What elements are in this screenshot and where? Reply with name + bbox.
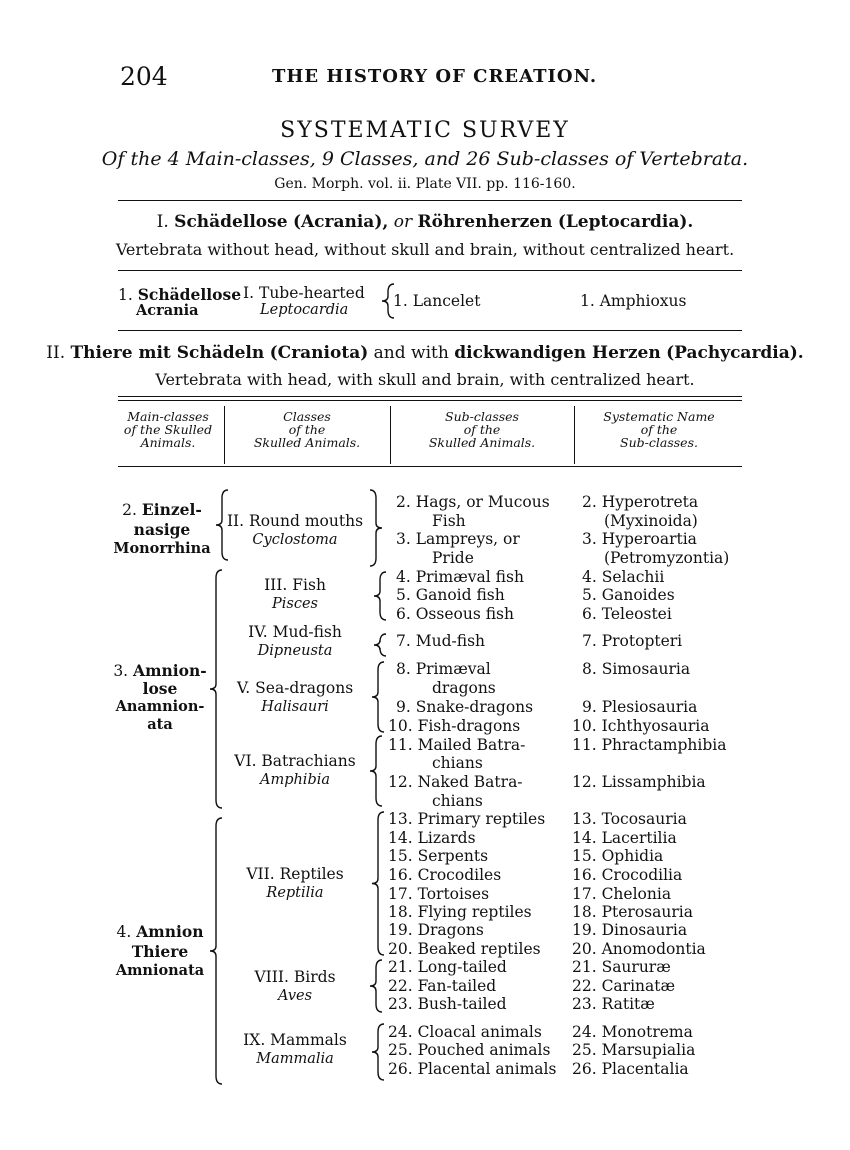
systematic-name: 9. Plesiosauria <box>582 698 698 716</box>
systematic-name: 10. Ichthyosauria <box>572 717 710 735</box>
leptocardia-latin: Leptocardia <box>260 302 349 318</box>
subclass-name: 11. Mailed Batra- <box>388 736 526 754</box>
subclass-name-cont: Fish <box>432 512 466 530</box>
systematic-name: 7. Protopteri <box>582 632 683 650</box>
subclass-name: 5. Ganoid fish <box>396 586 505 604</box>
class-amphibia: VI. Batrachians Amphibia <box>234 752 356 788</box>
brace-monorrhina <box>216 490 228 560</box>
subclass-name: 23. Bush-tailed <box>388 995 507 1013</box>
subclass-name-cont: chians <box>432 754 483 772</box>
amphioxus-name: 1. Amphioxus <box>580 292 687 310</box>
section1-heading: I. Schädellose (Acrania), or Röhrenherzen (Leptocardia). <box>156 212 694 232</box>
systematic-name: 13. Tocosauria <box>572 810 687 828</box>
section1-description: Vertebrata without head, without skull and brain, without centralized heart. <box>115 240 735 259</box>
subclass-name: 2. Hags, or Mucous <box>396 493 550 511</box>
systematic-name-cont: (Petromyzontia) <box>604 549 730 567</box>
class-pisces: III. Fish Pisces <box>264 576 326 612</box>
subclass-name: 21. Long-tailed <box>388 958 507 976</box>
systematic-name: 15. Ophidia <box>572 847 664 865</box>
systematic-name-cont: (Myxinoida) <box>604 512 698 530</box>
subclass-name: 14. Lizards <box>388 829 476 847</box>
brace-mammalia <box>372 1024 384 1080</box>
systematic-name: 25. Marsupialia <box>572 1041 696 1059</box>
main-class-monorrhina: 2. Einzel- nasige Monorrhina <box>113 500 211 557</box>
systematic-name: 20. Anomodontia <box>572 940 706 958</box>
systematic-name: 8. Simosauria <box>582 660 691 678</box>
subclass-name: 7. Mud-fish <box>396 632 486 650</box>
brace-leptocardia <box>382 284 394 318</box>
subclass-name-cont: chians <box>432 792 483 810</box>
subclass-name: 3. Lampreys, or <box>396 530 520 548</box>
subclass-name: 13. Primary reptiles <box>388 810 546 828</box>
subclass-name-cont: Pride <box>432 549 474 567</box>
subclass-name: 12. Naked Batra- <box>388 773 523 791</box>
class-dipneusta: IV. Mud-fish Dipneusta <box>248 623 342 659</box>
class-reptilia: VII. Reptiles Reptilia <box>246 865 344 901</box>
systematic-name: 17. Chelonia <box>572 885 672 903</box>
colhead-subclasses: Sub-classes of the Skulled Animals. <box>428 409 536 450</box>
colhead-main-classes: Main-classes of the Skulled Animals. <box>123 409 213 450</box>
brace-dipneusta <box>374 634 386 656</box>
page-subtitle: Of the 4 Main-classes, 9 Classes, and 26 Sub-classes of Vertebrata. <box>101 148 749 170</box>
acrania-main: 1. Schädellose <box>118 285 242 304</box>
systematic-name: 23. Ratitæ <box>572 995 655 1013</box>
section2-heading: II. Thiere mit Schädeln (Craniota) and with dickwandigen Herzen (Pachycardia). <box>46 343 804 363</box>
brace-halisauri <box>372 662 384 732</box>
main-class-amnionata: 4. Amnion Thiere Amnionata <box>115 922 205 979</box>
systematic-name: 21. Saururæ <box>572 958 671 976</box>
subclass-name: 19. Dragons <box>388 921 484 939</box>
subclass-name: 16. Crocodiles <box>388 866 502 884</box>
systematic-name: 18. Pterosauria <box>572 903 693 921</box>
systematic-name: 2. Hyperotreta <box>582 493 699 511</box>
systematic-name: 14. Lacertilia <box>572 829 677 847</box>
colhead-classes: Classes of the Skulled Animals. <box>253 409 361 450</box>
brace-aves <box>370 960 382 1012</box>
subclass-name: 15. Serpents <box>388 847 489 865</box>
systematic-name: 3. Hyperoartia <box>582 530 697 548</box>
page-number: 204 <box>120 62 168 91</box>
colhead-systematic: Systematic Name of the Sub-classes. <box>603 409 715 450</box>
main-class-anamnionata: 3. Amnion- lose Anamnion- ata <box>113 661 207 733</box>
brace-pisces <box>374 572 386 620</box>
subclass-name: 9. Snake-dragons <box>396 698 534 716</box>
class-halisauri: V. Sea-dragons Halisauri <box>236 679 354 715</box>
subclass-name: 22. Fan-tailed <box>388 977 497 995</box>
lancelet-subclass: 1. Lancelet <box>393 292 481 310</box>
systematic-name: 16. Crocodilia <box>572 866 683 884</box>
subclass-name: 8. Primæval <box>396 660 491 678</box>
section2-description: Vertebrata with head, with skull and brain, with centralized heart. <box>155 370 695 389</box>
class-aves: VIII. Birds Aves <box>254 968 336 1004</box>
subclass-name: 25. Pouched animals <box>388 1041 551 1059</box>
systematic-name: 12. Lissamphibia <box>572 773 706 791</box>
running-title: THE HISTORY OF CREATION. <box>272 66 598 87</box>
systematic-name: 26. Placentalia <box>572 1060 689 1078</box>
subclass-name: 20. Beaked reptiles <box>388 940 541 958</box>
leptocardia-class: I. Tube-hearted <box>243 284 365 302</box>
subclass-name: 6. Osseous fish <box>396 605 514 623</box>
reference-line: Gen. Morph. vol. ii. Plate VII. pp. 116-160. <box>274 176 576 192</box>
systematic-name: 19. Dinosauria <box>572 921 688 939</box>
page-title: SYSTEMATIC SURVEY <box>280 118 570 143</box>
systematic-name: 22. Carinatæ <box>572 977 676 995</box>
systematic-name: 5. Ganoides <box>582 586 675 604</box>
brace-amnionata <box>210 818 222 1084</box>
subclass-name-cont: dragons <box>432 679 496 697</box>
systematic-name: 4. Selachii <box>582 568 665 586</box>
subclass-name: 18. Flying reptiles <box>388 903 532 921</box>
acrania-latin: Acrania <box>136 302 199 319</box>
systematic-name: 24. Monotrema <box>572 1023 693 1041</box>
subclass-name: 24. Cloacal animals <box>388 1023 542 1041</box>
subclass-name: 17. Tortoises <box>388 885 490 903</box>
brace-amphibia <box>370 736 382 806</box>
subclass-name: 10. Fish-dragons <box>388 717 521 735</box>
systematic-name: 6. Teleostei <box>582 605 672 623</box>
class-cyclostoma: II. Round mouths Cyclostoma <box>226 512 364 548</box>
subclass-name: 4. Primæval fish <box>396 568 524 586</box>
subclass-name: 26. Placental animals <box>388 1060 557 1078</box>
brace-reptilia <box>372 812 384 955</box>
brace-anamnionata <box>210 570 222 808</box>
class-mammalia: IX. Mammals Mammalia <box>243 1031 347 1067</box>
systematic-name: 11. Phractamphibia <box>572 736 727 754</box>
brace-cyclostoma <box>370 490 382 566</box>
